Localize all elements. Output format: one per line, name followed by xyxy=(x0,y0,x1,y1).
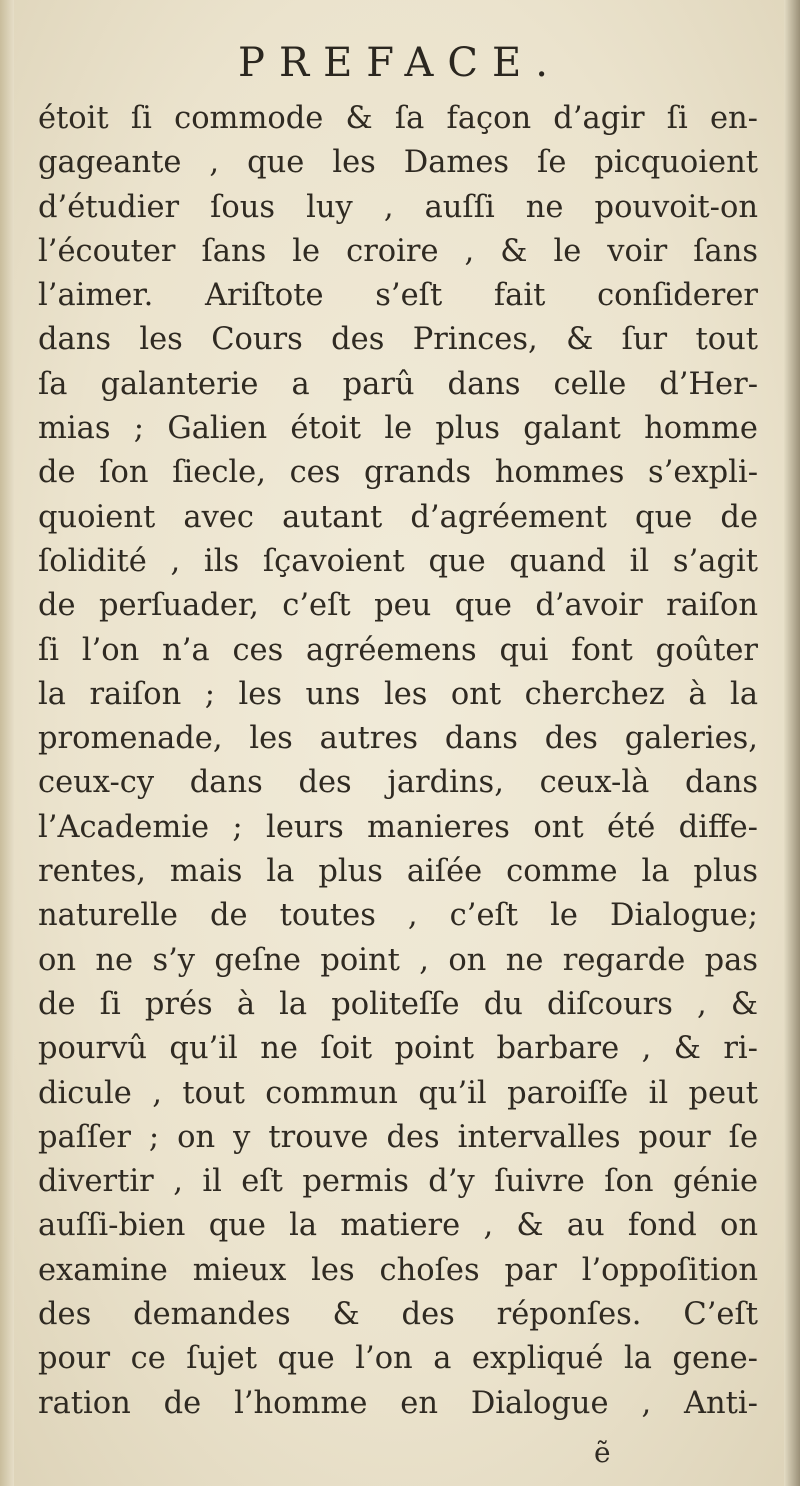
text-line: on ne s’y geſne point , on ne regarde pas xyxy=(38,942,758,978)
text-line: l’écouter ſans le croire , & le voir ſans xyxy=(38,233,758,269)
page-edge xyxy=(784,0,800,1486)
text-line: gageante , que les Dames ſe picquoient xyxy=(38,145,758,181)
text-line: d’étudier ſous luy , auſſi ne pouvoit-on xyxy=(38,189,758,225)
text-line: dicule , tout commun qu’il paroiſſe il peut xyxy=(38,1075,758,1111)
text-line: divertir , il eſt permis d’y ſuivre ſon génie xyxy=(38,1164,758,1200)
text-line: dans les Cours des Princes, & ſur tout xyxy=(38,322,758,358)
signature-mark: ẽ xyxy=(594,1436,611,1469)
text-line: ceux-cy dans des jardins, ceux-là dans xyxy=(38,765,758,801)
text-line: ration de l’homme en Dialogue , Anti- xyxy=(38,1385,758,1421)
body-text xyxy=(38,97,758,1426)
text-line: ſa galanterie a parû dans celle d’Her- xyxy=(38,366,758,402)
text-line: étoit ſi commode & ſa façon d’agir ſi en- xyxy=(38,101,758,136)
text-line: pour ce ſujet que l’on a expliqué la gene- xyxy=(38,1341,758,1377)
text-line: l’aimer. Ariſtote s’eſt fait conſiderer xyxy=(38,278,758,314)
text-line: naturelle de toutes , c’eſt le Dialogue; xyxy=(38,898,758,934)
text-line: rentes, mais la plus aiſée comme la plus xyxy=(38,854,758,890)
text-line: quoient avec autant d’agréement que de xyxy=(38,499,758,535)
text-line: ſi l’on n’a ces agréemens qui font goûter xyxy=(38,632,758,668)
text-line: de ſon ſiecle, ces grands hommes s’expli- xyxy=(38,455,758,491)
text-line: ſolidité , ils ſçavoient que quand il s’agit xyxy=(38,543,758,579)
text-line: de perſuader, c’eſt peu que d’avoir raiſon xyxy=(38,588,758,624)
text-line: de ſi prés à la politeſſe du diſcours , & xyxy=(38,986,758,1022)
text-line: paſſer ; on y trouve des intervalles pour ſe xyxy=(38,1119,758,1155)
text-line: la raiſon ; les uns les ont cherchez à la xyxy=(38,676,758,712)
text-line: mias ; Galien étoit le plus galant homme xyxy=(38,411,758,447)
text-line: l’Academie ; leurs manieres ont été diffe- xyxy=(38,809,758,845)
text-line: promenade, les autres dans des galeries, xyxy=(38,721,758,757)
page-gutter xyxy=(0,0,14,1486)
text-line: auſſi-bien que la matiere , & au fond on xyxy=(38,1208,758,1244)
text-line: pourvû qu’il ne ſoit point barbare , & ri- xyxy=(38,1031,758,1067)
text-line: examine mieux les choſes par l’oppoſition xyxy=(38,1252,758,1288)
text-line: des demandes & des réponſes. C’eſt xyxy=(38,1297,758,1333)
running-title: PREFACE. xyxy=(238,40,562,86)
